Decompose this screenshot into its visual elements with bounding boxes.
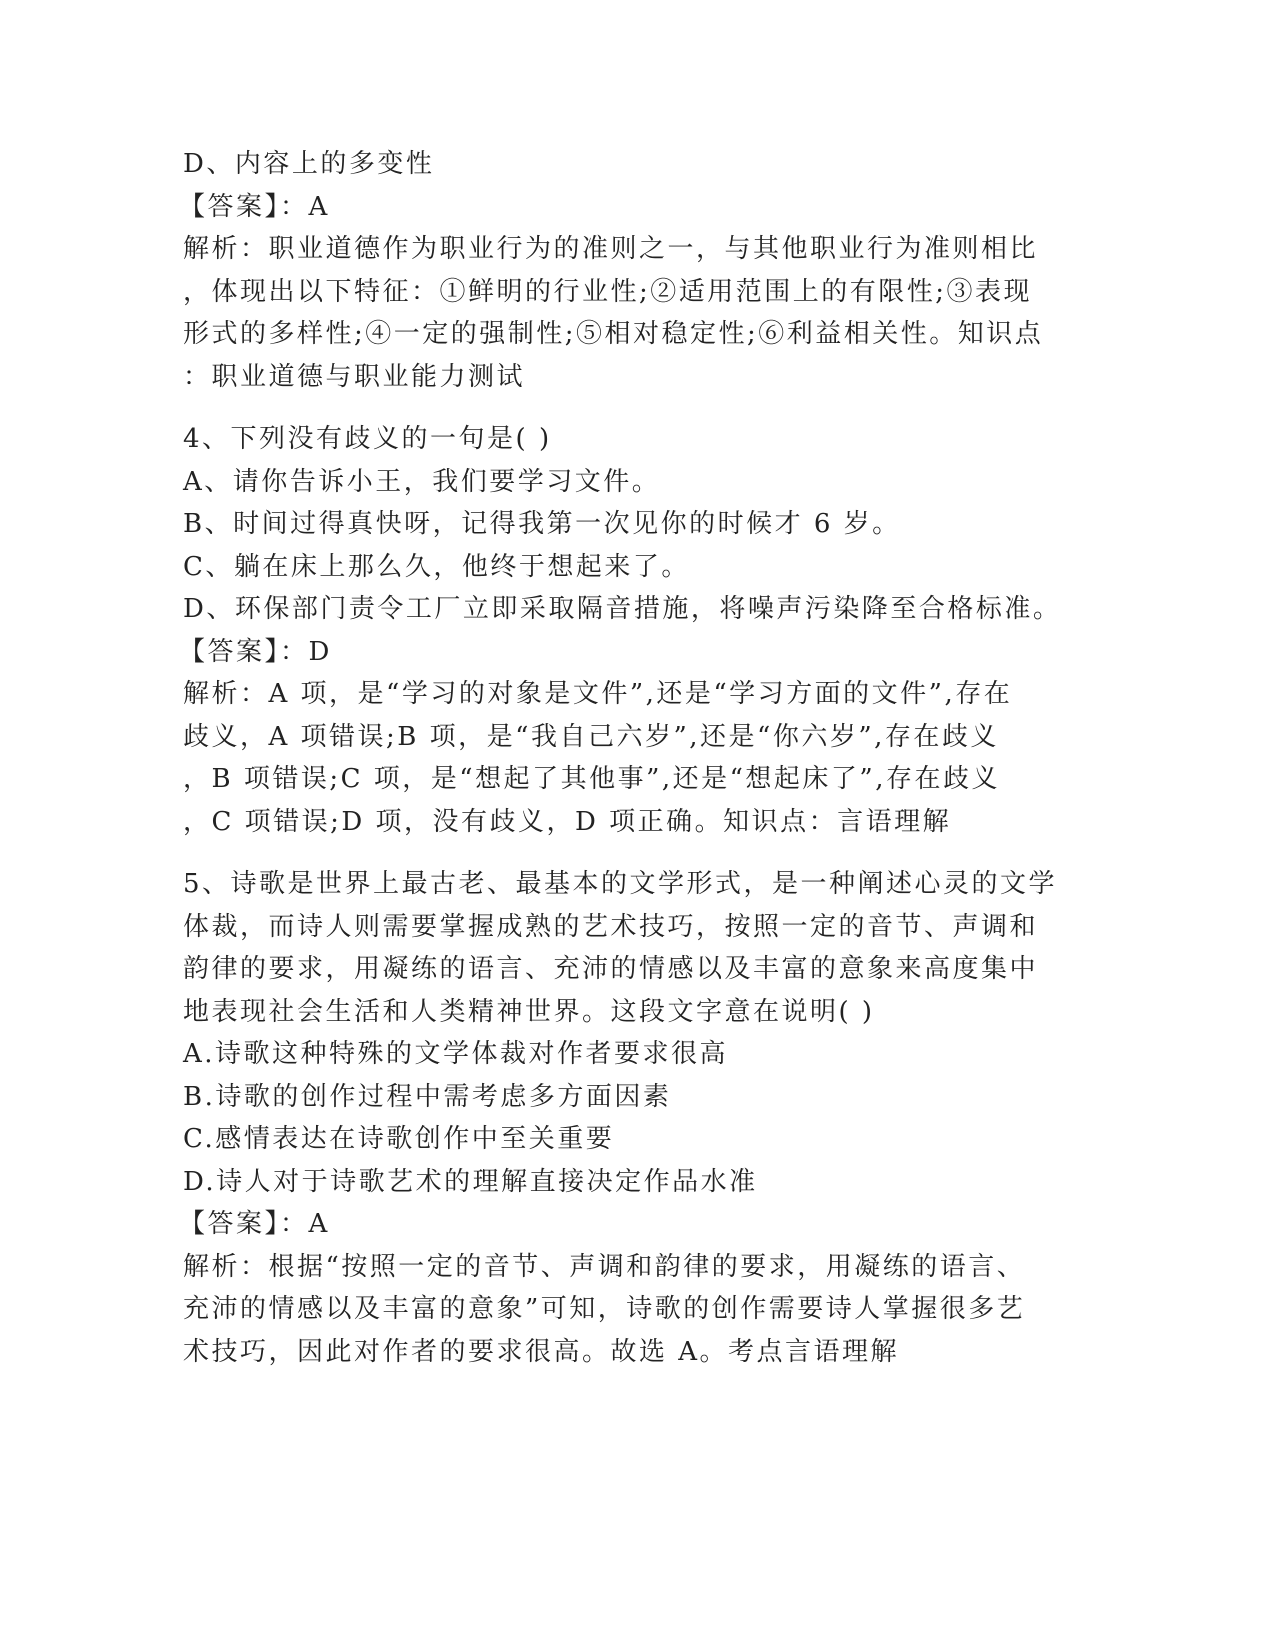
q5-question-line: 地表现社会生活和人类精神世界。这段文字意在说明( ) <box>183 996 875 1027</box>
q3-answer: 【答案】：A <box>179 191 330 222</box>
q4-question: 4、下列没有歧义的一句是( ) <box>183 424 552 454</box>
document-content <box>179 143 1063 1373</box>
q5-question-line: 韵律的要求，用凝练的语言、充沛的情感以及丰富的意象来高度集中 <box>183 954 1039 984</box>
q5-answer: 【答案】：A <box>179 1209 330 1239</box>
q5-analysis-line: 术技巧，因此对作者的要求很高。故选 A。考点言语理解 <box>183 1336 900 1367</box>
q5-analysis-line: 充沛的情感以及丰富的意象”可知，诗歌的创作需要诗人掌握很多艺 <box>183 1294 1026 1324</box>
q4-answer: 【答案】：D <box>179 636 332 667</box>
q5-analysis-line: 解析：根据“按照一定的音节、声调和韵律的要求，用凝练的语言、 <box>183 1251 1026 1282</box>
q3-analysis-line: 解析：职业道德作为职业行为的准则之一，与其他职业行为准则相比 <box>183 234 1039 264</box>
q4-option-a: A、请你告诉小王，我们要学习文件。 <box>183 466 661 497</box>
q3-analysis-line: ：职业道德与职业能力测试 <box>183 361 526 392</box>
section-gap <box>183 843 1063 863</box>
section-gap <box>183 398 1063 418</box>
q5-question-line: 5、诗歌是世界上最古老、最基本的文学形式，是一种阐述心灵的文学 <box>183 869 1058 899</box>
q3-option-d: D、内容上的多变性 <box>183 149 435 179</box>
q4-option-d: D、环保部门责令工厂立即采取隔音措施，将噪声污染降至合格标准。 <box>183 594 1062 624</box>
q3-analysis-line: ，体现出以下特征：①鲜明的行业性;②适用范围上的有限性;③表现 <box>183 276 1033 307</box>
q4-analysis-line: ，B 项错误;C 项，是“想起了其他事”,还是“想起床了”,存在歧义 <box>183 764 1000 794</box>
q4-analysis-line: 歧义，A 项错误;B 项，是“我自己六岁”,还是“你六岁”,存在歧义 <box>183 721 999 752</box>
q5-option-d: D.诗人对于诗歌艺术的理解直接决定作品水准 <box>183 1166 758 1197</box>
q5-option-c: C.感情表达在诗歌创作中至关重要 <box>183 1124 615 1154</box>
q4-option-b: B、时间过得真快呀，记得我第一次见你的时候才 6 岁。 <box>183 509 901 539</box>
q3-analysis-line: 形式的多样性;④一定的强制性;⑤相对稳定性;⑥利益相关性。知识点 <box>183 319 1044 349</box>
q5-question-line: 体裁，而诗人则需要掌握成熟的艺术技巧，按照一定的音节、声调和 <box>183 911 1039 942</box>
q4-analysis-line: ，C 项错误;D 项，没有歧义，D 项正确。知识点：言语理解 <box>183 806 952 837</box>
q5-option-a: A.诗歌这种特殊的文学体裁对作者要求很高 <box>183 1039 729 1069</box>
q4-analysis-line: 解析：A 项，是“学习的对象是文件”,还是“学习方面的文件”,存在 <box>183 679 1013 709</box>
q5-option-b: B.诗歌的创作过程中需考虑多方面因素 <box>183 1081 672 1112</box>
q4-option-c: C、躺在床上那么久，他终于想起来了。 <box>183 551 690 582</box>
